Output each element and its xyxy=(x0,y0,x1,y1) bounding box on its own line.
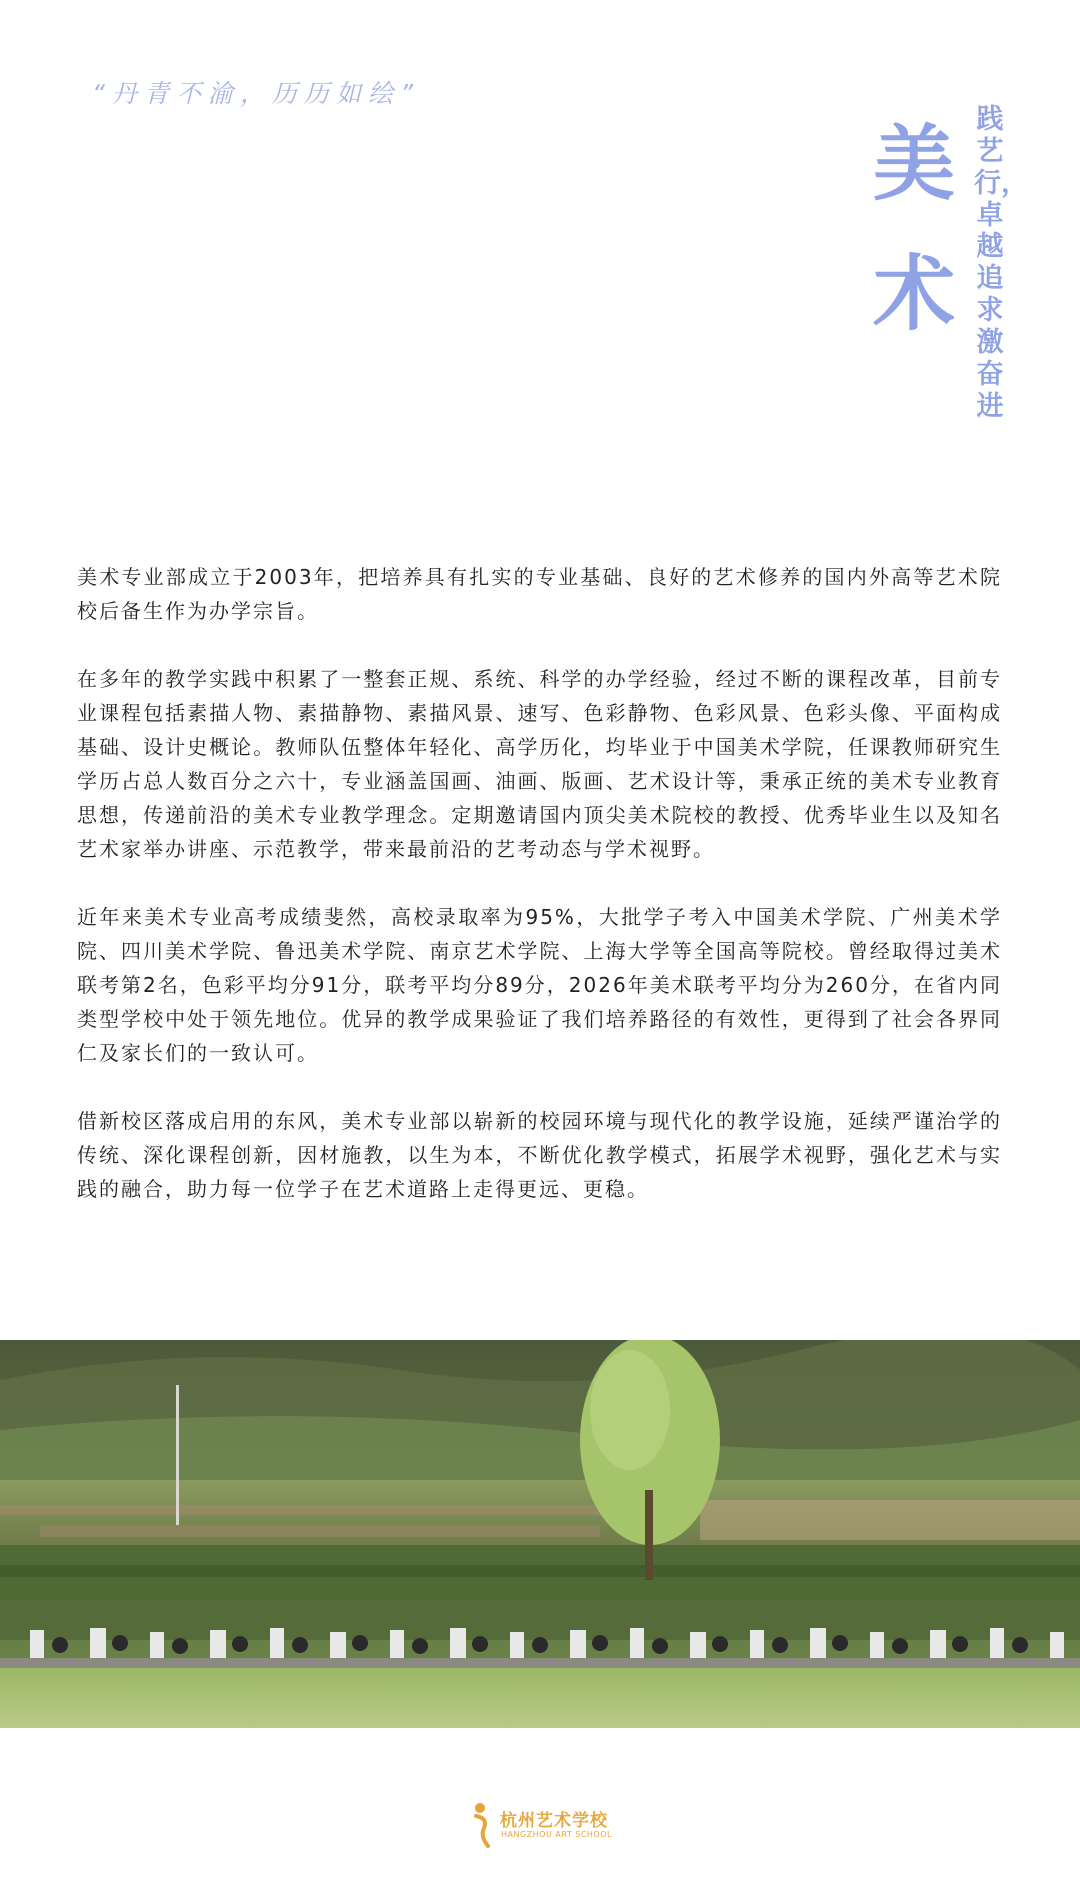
school-logo-icon xyxy=(470,1800,498,1850)
paragraph-future: 借新校区落成启用的东风，美术专业部以崭新的校园环境与现代化的教学设施，延续严谨治学的传统、深化课程创新，因材施教，以生为本，不断优化教学模式，拓展学术视野，强化艺术与实践的融合，助力每一位学子在艺术道路上走得更远、更稳。 xyxy=(77,1109,1002,1201)
page-title: 美术 xyxy=(872,117,955,342)
paragraph-results: 近年来美术专业高考成绩斐然，高校录取率为95%，大批学子考入中国美术学院、广州美术学院、四川美术学院、鲁迅美术学院、南京艺术学院、上海大学等全国高等院校。曾经取得过美术联考第2名，色彩平均分91分，联考平均分89分，2026年美术联考平均分为260分，在省内同类型学校中处于领先地位。优异的教学成果验证了我们培养路径的有效性，更得到了社会各界同仁及家长们的一致认可。 xyxy=(77,905,1002,1065)
vertical-slogan: 践艺行，卓越追求激奋进 xyxy=(974,104,1028,422)
logo-chinese-name: 杭州艺术学校 xyxy=(500,1811,608,1831)
paragraph-teaching: 在多年的教学实践中积累了一整套正规、系统、科学的办学经验，经过不断的课程改革，目前专业课程包括素描人物、素描静物、素描风景、速写、色彩静物、色彩风景、色彩头像、平面构成基础、设计史概论。教师队伍整体年轻化、高学历化，均毕业于中国美术学院，任课教师研究生学历占总人数百分之六十，专业涵盖国画、油画、版画、艺术设计等，秉承正统的美术专业教育思想，传递前沿的美术专业教学理念。定期邀请国内顶尖美术院校的教授、优秀毕业生以及知名艺术家举办讲座、示范教学，带来最前沿的艺考动态与学术视野。 xyxy=(77,667,1002,861)
paragraph-intro: 美术专业部成立于2003年，把培养具有扎实的专业基础、良好的艺术修养的国内外高等艺术院校后备生作为办学宗旨。 xyxy=(77,565,1002,623)
logo-english-name: HANGZHOU ART SCHOOL xyxy=(501,1830,612,1839)
school-logo xyxy=(470,1800,610,1850)
header-quote: “丹青不渝，历历如绘” xyxy=(92,79,420,108)
body-text xyxy=(77,560,1002,1240)
outdoor-sketching-photo xyxy=(0,1340,1080,1728)
